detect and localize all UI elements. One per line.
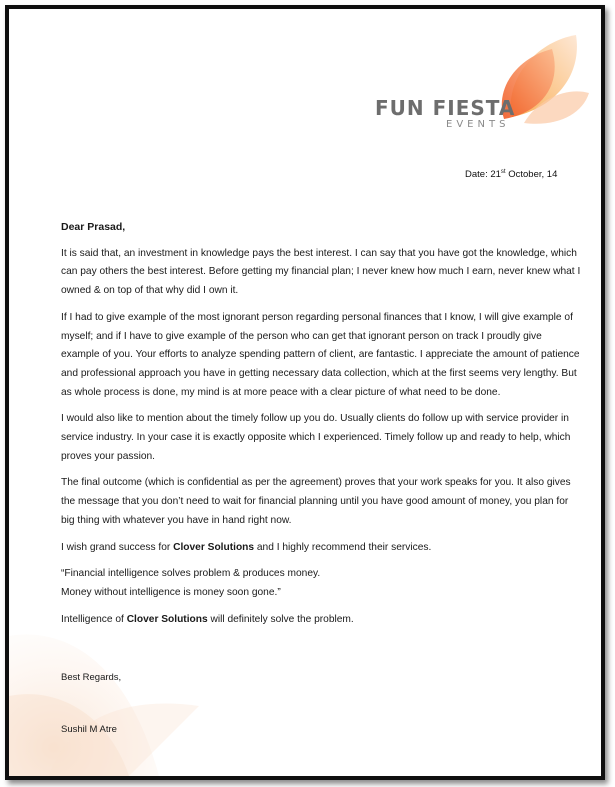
recommendation-paragraph: I wish grand success for Clover Solutions and I highly recommend their services. <box>61 541 432 553</box>
letter-date: Date: 21st October, 14 <box>465 169 558 181</box>
closing: Best Regards, <box>61 672 122 683</box>
quote: “Financial intelligence solves problem & produces money. Money without intelligence is money soon gone.” <box>61 568 321 598</box>
logo-name: FUN FIESTA <box>375 96 516 120</box>
company-name: Clover Solutions <box>173 541 255 553</box>
paragraph-2: If I had to give example of the most ignorant person regarding personal finances that I know, I will give example of myself; and if I have to give example of the person who can get that ignorant person on track I proudly give example of you. Your efforts to analyze spending pattern of client, are fantastic. I appreciate the amount of patience and professional approach you have in getting necessary data collection, which at the first seems very lengthy. But as whole process is done, my mind is at more peace with a clear picture of what need to be done. <box>61 311 580 398</box>
letter-body <box>61 218 581 637</box>
paragraph-3: I would also like to mention about the timely follow up you do. Usually clients do follow up with service provider in service industry. In your case it is exactly opposite which I experienced. Timely follow up and ready to help, which proves your passion. <box>61 413 571 462</box>
signature-name: Sushil M Atre <box>61 724 117 735</box>
salutation: Dear Prasad, <box>61 221 126 233</box>
company-name: Clover Solutions <box>126 613 208 625</box>
paragraph-4: The final outcome (which is confidential as per the agreement) proves that your work speaks for you. It also gives the message that you don’t need to wait for financial planning until you have good amount of money, you plan for big thing with whatever you have in hand right now. <box>61 477 571 526</box>
final-paragraph: Intelligence of Clover Solutions will definitely solve the problem. <box>61 613 354 625</box>
letter-page <box>5 5 605 780</box>
paragraph-1: It is said that, an investment in knowledge pays the best interest. I can say that you have got the knowledge, which can pay others the best interest. Before getting my financial plan; I never knew how much I earn, never knew what I owned & on top of that why did I own it. <box>61 247 581 297</box>
logo-tagline: EVENTS <box>446 119 510 130</box>
